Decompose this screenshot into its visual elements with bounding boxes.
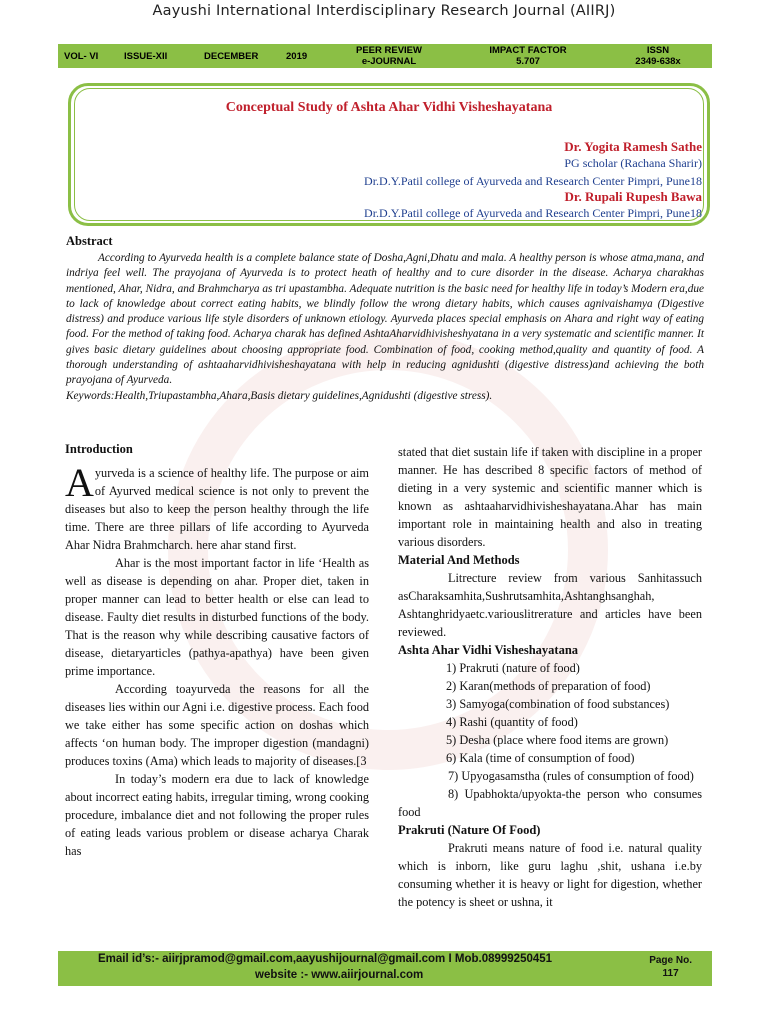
intro-continuation: stated that diet sustain life if taken with discipline in a proper manner. He has described 8 specific factors of method of dieting in a very systemic and scientific manner which is known as ashtaaharvidhivisheshayatana.Ahar has main important role in maintaining health and also in treating various disorders.	[398, 445, 702, 549]
list-item: 3) Samyoga(combination of food substances)	[446, 697, 670, 711]
list-item: 7) Upyogasamstha (rules of consumption of food)	[448, 769, 694, 783]
issue-label: ISSUE-XII	[124, 51, 168, 62]
prakruti-heading: Prakruti (Nature Of Food)	[398, 823, 541, 837]
author2-affiliation: Dr.D.Y.Patil college of Ayurveda and Research Center Pimpri, Pune18	[364, 206, 702, 220]
ashta-ahar-heading: Ashta Ahar Vidhi Visheshayatana	[398, 643, 579, 657]
footer-email: Email id’s:- aiirjpramod@gmail.com,aayushijournal@gmail.com I Mob.08999250451	[98, 953, 553, 965]
volume-label: VOL- VI	[64, 51, 99, 62]
year-label: 2019	[286, 51, 308, 62]
page-label: Page No.	[649, 955, 692, 966]
issn-label: ISSN 2349-638x	[635, 45, 681, 67]
drop-cap: A	[65, 460, 94, 505]
list-item: 1) Prakruti (nature of food)	[446, 661, 580, 675]
article-title: Conceptual Study of Ashta Ahar Vidhi Visheshayatana	[225, 100, 553, 115]
author1-affiliation: Dr.D.Y.Patil college of Ayurveda and Research Center Pimpri, Pune18	[364, 174, 702, 188]
issue-info-bar	[58, 44, 712, 68]
intro-paragraph-4: In today’s modern era due to lack of knowledge about incorrect eating habits, irregular timing, wrong cooking procedure, imbalance diet and not following the proper rules of eating leads various problem or disease acharya Charak has	[65, 772, 369, 858]
intro-paragraph-1: Ayurveda is a science of healthy life. The purpose or aim of Ayurved medical science is not only to prevent the diseases but also to keep the person healthy through the life time. There are three pillars of life according to Ayurveda Ahar Nidra Brahmcharch. here ahar stand first.	[65, 460, 369, 552]
list-item: 4) Rashi (quantity of food)	[446, 715, 578, 729]
author1-role: PG scholar (Rachana Sharir)	[564, 156, 702, 170]
peer-review-label: PEER REVIEW e-JOURNAL	[356, 45, 422, 67]
intro-paragraph-2: Ahar is the most important factor in life ‘Health as well as disease is depending on ahar. Proper diet, taken in proper manner can lead to better health or else can lead to disease. Faulty diet results in disturbed functions of the body. That is the reason why while describing causative factors of disease, dietaryarticles (pathya-apathya) have been given prime importance.	[65, 556, 369, 678]
list-item: 8) Upabhokta/upyokta-the person who consumes food	[398, 787, 702, 819]
list-item: 5) Desha (place where food items are grown)	[446, 733, 669, 747]
keywords: Keywords:Health,Triupastambha,Ahara,Basis dietary guidelines,Agnidushti (digestive stress).	[66, 389, 493, 402]
page-number: 117	[662, 968, 679, 979]
prakruti-body: Prakruti means nature of food i.e. natural quality which is inborn, like guru laghu ,shit, ushana i.e.by consuming whether it is heavy or light for digestion, whether the potency is sheet or ushna, it	[398, 841, 702, 909]
author1-name: Dr. Yogita Ramesh Sathe	[564, 139, 702, 154]
footer-website: website :- www.aiirjournal.com	[255, 969, 424, 981]
journal-title: Aayushi International Interdisciplinary Research Journal (AIIRJ)	[152, 3, 616, 19]
left-column	[65, 440, 369, 860]
abstract-text: According to Ayurveda health is a complete balance state of Dosha,Agni,Dhatu and mala. A healthy person is whose atma,mana, and indriya feel well. The prayojana of Ayurveda is to protect heath of healthy and to cure disorder in the disease. Acharya charakhas mentioned, Ahar, Nidra, and Brahmcharya as tri upastambha. Adequate nutrition is the basic need for healthy life in today’s Modern era,due to lack of knowledge about correct eating habits, we blindly follow the wrong dietary habits, which causes agnivaishamya (Digestive distress) and produce various life style disorders of unknown etiology. Ayurveda places special emphasis on Ahara and right way of eating food. For the method of taking food. Acharya charak has defined AshtaAharvidhivisheshyatana in a very systematic and scientific manner. It gives basic dietary guidelines about choosing appropriate food. Combination of food, cooking method,quality and quantity of food. A thorough understanding of ashtaaharvidhivisheshayatana with help in reducing agnidushti (digestive distress)and achieving the both prayojana of Ayurveda.	[66, 252, 704, 387]
month-label: DECEMBER	[204, 51, 259, 62]
material-methods-heading: Material And Methods	[398, 553, 520, 567]
list-item: 2) Karan(methods of preparation of food)	[446, 679, 651, 693]
author2-name: Dr. Rupali Rupesh Bawa	[564, 189, 702, 204]
abstract-body	[66, 251, 704, 404]
right-column	[398, 443, 702, 911]
page-number-box	[649, 954, 692, 980]
list-item: 6) Kala (time of consumption of food)	[446, 751, 635, 765]
footer-bar	[58, 951, 712, 986]
introduction-heading: Introduction	[65, 442, 133, 456]
material-methods-body: Litrecture review from various Sanhitassuch asCharaksamhita,Sushrutsamhita,Ashtanghsanghah, Ashtanghridyaetc.variouslitreraturе and articles have been reviewed.	[398, 571, 702, 639]
impact-factor-label: IMPACT FACTOR 5.707	[489, 45, 567, 67]
abstract-heading: Abstract	[66, 234, 113, 248]
intro-paragraph-3: According toayurveda the reasons for all the diseases lies within our Agni i.e. digestive process. Each food we take either has some specific action on doshas which affects ‘on human body. The improper digestion (mandagni) produces toxins (Ama) which leads to majority of diseases.[3	[65, 682, 369, 768]
